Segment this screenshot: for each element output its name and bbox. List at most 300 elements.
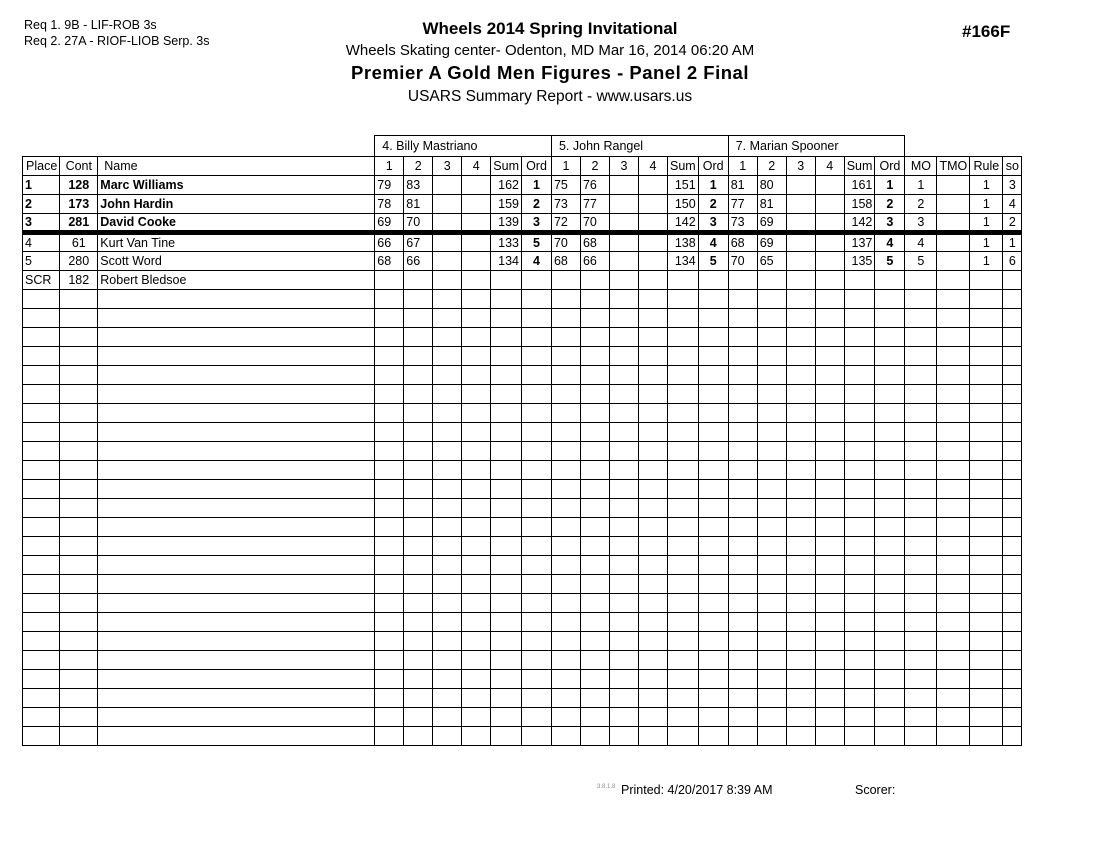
cell-judge3-score3	[786, 290, 815, 309]
cell-judge2-score1	[551, 613, 580, 632]
cell-judge2-sum	[667, 499, 698, 518]
cell-judge3-sum	[844, 442, 875, 461]
cell-judge2-score2	[580, 309, 609, 328]
cell-judge3-score2	[757, 499, 786, 518]
cell-judge3-score1	[728, 518, 757, 537]
cell-judge3-score2	[757, 537, 786, 556]
cell-judge2-score1: 73	[551, 195, 580, 214]
cell-judge2-sum	[667, 366, 698, 385]
cell-mo	[905, 271, 937, 290]
cell-judge3-score1	[728, 689, 757, 708]
cell-judge1-ord	[521, 347, 551, 366]
judge-3-name: 7. Marian Spooner	[728, 136, 905, 157]
col-header-j3-score-4: 4	[815, 157, 844, 176]
cell-rule	[970, 651, 1003, 670]
cell-judge2-score4	[638, 575, 667, 594]
cell-so	[1003, 670, 1022, 689]
cell-judge2-score2	[580, 575, 609, 594]
cell-name	[98, 594, 375, 613]
cell-judge3-score4	[815, 309, 844, 328]
cell-judge2-score2	[580, 423, 609, 442]
cell-judge2-score2	[580, 328, 609, 347]
cell-cont: 128	[60, 176, 98, 195]
cell-judge1-score2	[404, 594, 433, 613]
cell-judge2-ord	[698, 537, 728, 556]
cell-judge2-score1	[551, 651, 580, 670]
cell-place	[23, 366, 60, 385]
cell-cont	[60, 708, 98, 727]
col-header-j1-score-2: 2	[404, 157, 433, 176]
cell-judge3-score4	[815, 708, 844, 727]
cell-judge3-ord	[875, 347, 905, 366]
req-line-1: Req 1. 9B - LIF-ROB 3s	[24, 18, 157, 32]
cell-judge1-sum	[491, 556, 522, 575]
software-version: 3.8.1.8	[597, 784, 616, 790]
cell-place	[23, 537, 60, 556]
cell-judge3-score3	[786, 442, 815, 461]
cell-judge2-score1	[551, 518, 580, 537]
cell-tmo	[937, 613, 970, 632]
cell-tmo	[937, 727, 970, 746]
cell-judge3-score3	[786, 480, 815, 499]
col-header-j1-score-1: 1	[375, 157, 404, 176]
cell-judge3-score3	[786, 651, 815, 670]
col-header-so: so	[1003, 157, 1022, 176]
col-header-j3-ord: Ord	[875, 157, 905, 176]
cell-judge2-ord: 3	[698, 214, 728, 233]
cell-judge2-score1	[551, 499, 580, 518]
cell-judge3-score1	[728, 404, 757, 423]
cell-judge1-score4	[462, 309, 491, 328]
cell-rule	[970, 442, 1003, 461]
cell-judge3-score2	[757, 708, 786, 727]
cell-judge3-score4	[815, 689, 844, 708]
cell-judge3-ord	[875, 328, 905, 347]
cell-judge2-score2	[580, 347, 609, 366]
cell-judge2-sum	[667, 423, 698, 442]
cell-judge1-score4	[462, 328, 491, 347]
cell-judge2-score4	[638, 499, 667, 518]
cell-rule	[970, 708, 1003, 727]
cell-name	[98, 309, 375, 328]
cell-cont	[60, 613, 98, 632]
cell-cont: 280	[60, 252, 98, 271]
cell-judge1-score1	[375, 423, 404, 442]
cell-judge1-score2	[404, 366, 433, 385]
cell-judge1-score3	[433, 195, 462, 214]
cell-judge1-score4	[462, 442, 491, 461]
cell-judge1-score1	[375, 518, 404, 537]
cell-judge3-score3	[786, 271, 815, 290]
cell-judge2-score1	[551, 385, 580, 404]
cell-judge1-score3	[433, 461, 462, 480]
cell-judge1-ord	[521, 290, 551, 309]
cell-place	[23, 708, 60, 727]
cell-judge1-score4	[462, 689, 491, 708]
cell-judge1-score2	[404, 404, 433, 423]
cell-judge1-score2: 81	[404, 195, 433, 214]
cell-name	[98, 385, 375, 404]
cell-judge3-score1	[728, 423, 757, 442]
cell-judge2-score1: 68	[551, 252, 580, 271]
cell-mo: 3	[905, 214, 937, 233]
cell-tmo	[937, 632, 970, 651]
cell-judge1-ord	[521, 537, 551, 556]
cell-judge2-score1	[551, 556, 580, 575]
cell-judge1-score3	[433, 252, 462, 271]
empty-row	[23, 537, 1022, 556]
cell-name	[98, 727, 375, 746]
cell-judge1-sum	[491, 385, 522, 404]
cell-judge1-score4	[462, 480, 491, 499]
cell-judge1-score1: 79	[375, 176, 404, 195]
cell-judge2-score3	[609, 689, 638, 708]
cell-judge3-score3	[786, 461, 815, 480]
cell-judge3-score1	[728, 461, 757, 480]
cell-judge2-score2	[580, 727, 609, 746]
cell-judge2-score2: 68	[580, 233, 609, 252]
competitor-row	[23, 252, 1022, 271]
cell-judge2-score1	[551, 708, 580, 727]
cell-cont	[60, 556, 98, 575]
cell-mo: 1	[905, 176, 937, 195]
cell-judge1-score4	[462, 708, 491, 727]
cell-judge3-score1	[728, 651, 757, 670]
empty-row	[23, 309, 1022, 328]
cell-judge2-score1: 75	[551, 176, 580, 195]
cell-judge2-score4	[638, 366, 667, 385]
cell-judge2-score4	[638, 442, 667, 461]
cell-judge2-score3	[609, 727, 638, 746]
cell-judge3-sum	[844, 480, 875, 499]
empty-row	[23, 632, 1022, 651]
cell-judge3-ord	[875, 442, 905, 461]
cell-judge1-sum	[491, 518, 522, 537]
col-header-j3-score-2: 2	[757, 157, 786, 176]
cell-rule	[970, 328, 1003, 347]
cell-judge2-sum	[667, 575, 698, 594]
cell-judge1-ord	[521, 385, 551, 404]
cell-rule: 1	[970, 195, 1003, 214]
col-header-cont: Cont	[60, 157, 98, 176]
cell-judge3-sum	[844, 727, 875, 746]
cell-judge1-score4	[462, 366, 491, 385]
cell-mo	[905, 309, 937, 328]
cell-judge1-ord	[521, 556, 551, 575]
cell-judge2-score2: 66	[580, 252, 609, 271]
cell-cont	[60, 347, 98, 366]
cell-judge2-ord: 1	[698, 176, 728, 195]
cell-judge3-score4	[815, 176, 844, 195]
cell-judge3-score1: 73	[728, 214, 757, 233]
cell-judge1-score1	[375, 347, 404, 366]
cell-judge3-ord	[875, 309, 905, 328]
cell-name: Kurt Van Tine	[98, 233, 375, 252]
cell-judge2-score4	[638, 195, 667, 214]
cell-judge2-sum	[667, 689, 698, 708]
cell-rule	[970, 271, 1003, 290]
cell-judge3-score4	[815, 537, 844, 556]
cell-tmo	[937, 176, 970, 195]
cell-tmo	[937, 670, 970, 689]
cell-judge2-sum	[667, 290, 698, 309]
cell-judge3-ord	[875, 461, 905, 480]
cell-place: SCR	[23, 271, 60, 290]
cell-place	[23, 442, 60, 461]
cell-mo	[905, 480, 937, 499]
cell-rule	[970, 689, 1003, 708]
cell-judge3-ord	[875, 632, 905, 651]
cell-mo	[905, 689, 937, 708]
cell-judge1-sum	[491, 670, 522, 689]
cell-mo	[905, 575, 937, 594]
cell-rule	[970, 518, 1003, 537]
cell-judge3-score1	[728, 537, 757, 556]
cell-judge1-score2: 70	[404, 214, 433, 233]
cell-tmo	[937, 708, 970, 727]
cell-judge1-score3	[433, 670, 462, 689]
cell-judge3-score1	[728, 670, 757, 689]
cell-judge3-score1	[728, 309, 757, 328]
cell-judge2-sum: 142	[667, 214, 698, 233]
cell-cont	[60, 480, 98, 499]
cell-judge2-ord	[698, 518, 728, 537]
cell-judge1-ord: 4	[521, 252, 551, 271]
competitor-row	[23, 195, 1022, 214]
cell-judge2-sum: 151	[667, 176, 698, 195]
cell-judge2-ord	[698, 385, 728, 404]
cell-judge2-ord	[698, 309, 728, 328]
cell-rule	[970, 290, 1003, 309]
cell-mo	[905, 499, 937, 518]
cell-judge1-score1	[375, 651, 404, 670]
cell-judge1-score1	[375, 708, 404, 727]
cell-judge1-score3	[433, 423, 462, 442]
cell-judge1-score2: 66	[404, 252, 433, 271]
cell-judge2-ord	[698, 461, 728, 480]
cell-rule	[970, 480, 1003, 499]
cell-judge2-score4	[638, 423, 667, 442]
cell-judge3-score3	[786, 404, 815, 423]
cell-so	[1003, 347, 1022, 366]
cell-name	[98, 651, 375, 670]
cell-name: Robert Bledsoe	[98, 271, 375, 290]
cell-judge1-score4	[462, 651, 491, 670]
cell-judge3-score4	[815, 480, 844, 499]
cell-judge2-sum: 134	[667, 252, 698, 271]
cell-rule	[970, 670, 1003, 689]
cell-judge1-ord	[521, 328, 551, 347]
cell-judge1-score1	[375, 461, 404, 480]
cell-judge1-score3	[433, 290, 462, 309]
cell-so	[1003, 328, 1022, 347]
cell-judge2-score3	[609, 708, 638, 727]
cell-judge3-score2: 65	[757, 252, 786, 271]
cell-judge3-score3	[786, 309, 815, 328]
cell-judge2-score1	[551, 309, 580, 328]
cell-judge3-score2	[757, 309, 786, 328]
empty-row	[23, 556, 1022, 575]
cell-judge1-score3	[433, 575, 462, 594]
cell-judge3-score4	[815, 423, 844, 442]
cell-judge2-ord	[698, 651, 728, 670]
cell-rule	[970, 632, 1003, 651]
empty-row	[23, 594, 1022, 613]
cell-judge3-score3	[786, 594, 815, 613]
cell-judge1-score2	[404, 670, 433, 689]
cell-judge2-ord	[698, 499, 728, 518]
cell-judge2-score1	[551, 347, 580, 366]
cell-judge3-score1: 68	[728, 233, 757, 252]
cell-judge1-score1	[375, 442, 404, 461]
cell-name	[98, 708, 375, 727]
cell-tmo	[937, 385, 970, 404]
cell-tmo	[937, 442, 970, 461]
cell-judge2-ord	[698, 328, 728, 347]
cell-judge1-sum	[491, 404, 522, 423]
judge-2-name: 5. John Rangel	[551, 136, 728, 157]
cell-tmo	[937, 290, 970, 309]
cell-judge2-sum	[667, 594, 698, 613]
cell-mo	[905, 290, 937, 309]
cell-judge2-score4	[638, 632, 667, 651]
cell-judge3-sum	[844, 461, 875, 480]
cell-cont: 61	[60, 233, 98, 252]
cell-judge3-sum	[844, 708, 875, 727]
cell-judge2-score4	[638, 613, 667, 632]
cell-judge2-score4	[638, 233, 667, 252]
cell-judge3-score4	[815, 404, 844, 423]
cell-judge1-sum	[491, 442, 522, 461]
cell-cont	[60, 290, 98, 309]
col-header-place: Place	[23, 157, 60, 176]
cell-place	[23, 613, 60, 632]
cell-judge1-score1	[375, 480, 404, 499]
cell-tmo	[937, 366, 970, 385]
cell-judge3-score4	[815, 575, 844, 594]
cell-judge3-score3	[786, 366, 815, 385]
cell-judge2-score4	[638, 651, 667, 670]
cell-judge3-sum	[844, 670, 875, 689]
cell-judge1-score2	[404, 271, 433, 290]
cell-judge2-score4	[638, 461, 667, 480]
cell-judge1-ord	[521, 613, 551, 632]
cell-judge1-sum	[491, 461, 522, 480]
cell-judge1-sum	[491, 651, 522, 670]
cell-name	[98, 461, 375, 480]
cell-judge1-ord	[521, 480, 551, 499]
cell-judge1-score1	[375, 689, 404, 708]
column-header-row	[23, 157, 1022, 176]
event-number: #166F	[962, 22, 1011, 41]
cell-judge2-score3	[609, 594, 638, 613]
cell-name	[98, 480, 375, 499]
cell-judge3-score3	[786, 214, 815, 233]
cell-judge3-sum: 142	[844, 214, 875, 233]
cell-judge3-score1	[728, 594, 757, 613]
cell-judge3-score4	[815, 290, 844, 309]
cell-judge3-score4	[815, 727, 844, 746]
cell-judge3-ord	[875, 575, 905, 594]
cell-judge1-score2	[404, 518, 433, 537]
cell-judge1-score3	[433, 556, 462, 575]
cell-so: 4	[1003, 195, 1022, 214]
cell-judge2-sum	[667, 708, 698, 727]
cell-judge1-score1	[375, 404, 404, 423]
cell-judge1-score4	[462, 271, 491, 290]
cell-judge3-ord	[875, 727, 905, 746]
judge-row-left-spacer	[23, 136, 375, 157]
cell-judge1-ord: 5	[521, 233, 551, 252]
cell-judge2-sum	[667, 461, 698, 480]
cell-judge1-sum: 159	[491, 195, 522, 214]
cell-judge2-score3	[609, 366, 638, 385]
cell-name	[98, 537, 375, 556]
cell-judge1-ord	[521, 423, 551, 442]
cell-judge1-score2	[404, 499, 433, 518]
col-header-j3-score-3: 3	[786, 157, 815, 176]
cell-name	[98, 632, 375, 651]
cell-judge3-score2	[757, 575, 786, 594]
cell-mo	[905, 385, 937, 404]
cell-judge1-score2	[404, 651, 433, 670]
cell-judge2-ord	[698, 404, 728, 423]
col-header-mo: MO	[905, 157, 937, 176]
cell-judge1-score2	[404, 347, 433, 366]
cell-mo	[905, 556, 937, 575]
cell-judge2-score3	[609, 537, 638, 556]
col-header-j2-ord: Ord	[698, 157, 728, 176]
cell-judge2-score1	[551, 537, 580, 556]
cell-judge2-score2	[580, 556, 609, 575]
cell-mo	[905, 594, 937, 613]
cell-judge2-sum	[667, 651, 698, 670]
cell-cont: 173	[60, 195, 98, 214]
cell-place: 5	[23, 252, 60, 271]
cell-mo	[905, 423, 937, 442]
cell-judge1-score4	[462, 499, 491, 518]
cell-judge2-score4	[638, 556, 667, 575]
cell-cont	[60, 499, 98, 518]
cell-judge3-score1	[728, 347, 757, 366]
cell-rule	[970, 347, 1003, 366]
cell-judge1-score1	[375, 670, 404, 689]
cell-judge3-sum	[844, 499, 875, 518]
cell-judge1-score3	[433, 594, 462, 613]
cell-tmo	[937, 423, 970, 442]
cell-judge2-score3	[609, 442, 638, 461]
col-header-rule: Rule	[970, 157, 1003, 176]
cell-judge2-ord	[698, 442, 728, 461]
cell-place	[23, 518, 60, 537]
cell-name	[98, 404, 375, 423]
cell-tmo	[937, 518, 970, 537]
cell-place: 3	[23, 214, 60, 233]
cell-judge2-score4	[638, 347, 667, 366]
cell-judge2-sum	[667, 328, 698, 347]
cell-name	[98, 347, 375, 366]
empty-row	[23, 480, 1022, 499]
cell-judge3-score1	[728, 575, 757, 594]
cell-judge3-score4	[815, 594, 844, 613]
cell-judge2-score4	[638, 252, 667, 271]
cell-judge2-score3	[609, 670, 638, 689]
cell-rule	[970, 594, 1003, 613]
cell-place	[23, 461, 60, 480]
cell-so	[1003, 632, 1022, 651]
cell-judge3-score4	[815, 651, 844, 670]
cell-cont	[60, 651, 98, 670]
